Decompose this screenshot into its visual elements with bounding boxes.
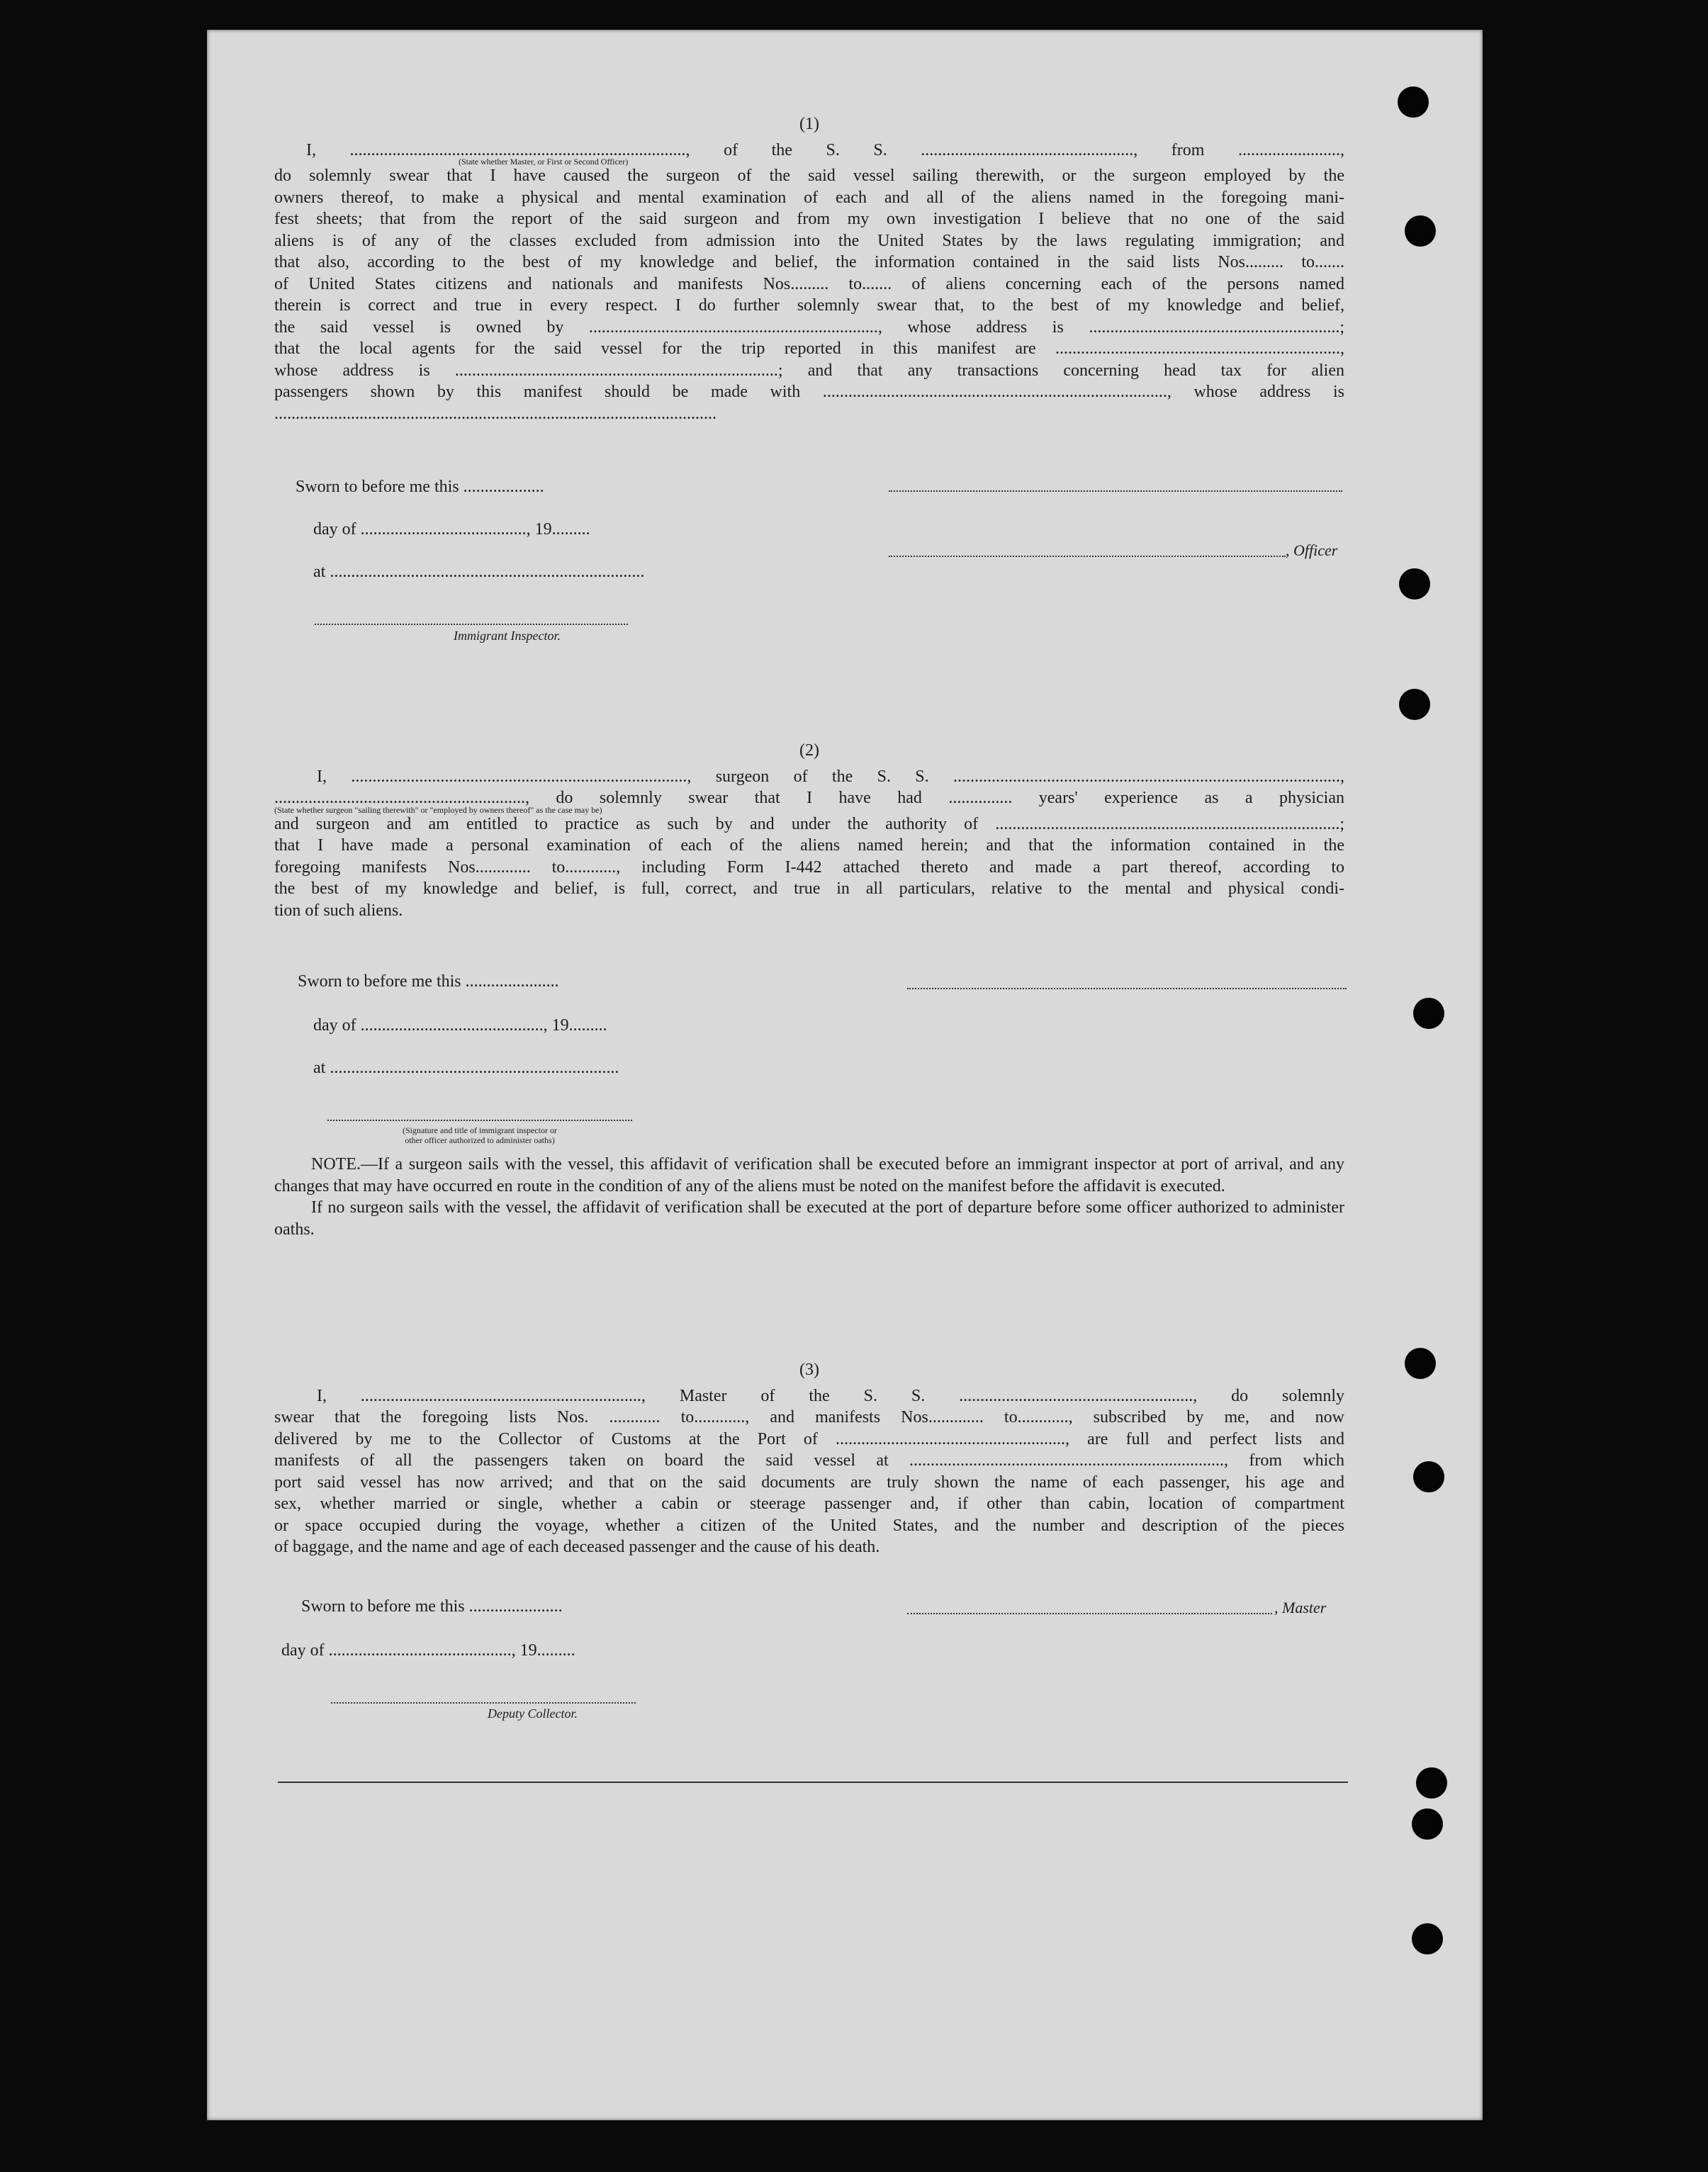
sworn-line: Sworn to before me this ......................: [301, 1597, 563, 1616]
official-signature-line: [327, 1120, 632, 1121]
officer-signature-line-2: [889, 556, 1286, 557]
signature-caption: (Signature and title of immigrant inspector or: [403, 1125, 557, 1135]
inspector-caption: Immigrant Inspector.: [454, 629, 561, 643]
section-number: (2): [799, 741, 819, 760]
oath-line: the best of my knowledge and belief, is full, correct, and true in all particulars, relative to the mental and physical condi-: [274, 879, 1344, 898]
oath-line: port said vessel has now arrived; and that on the said documents are truly shown the name of each passenger, his age and: [274, 1473, 1344, 1492]
oath-line: manifests of all the passengers taken on board the said vessel at .........................................................................., from which: [274, 1451, 1344, 1470]
oath-line: tion of such aliens.: [274, 901, 403, 920]
verification-note: [274, 1154, 1344, 1240]
punch-hole: [1399, 568, 1430, 600]
punch-hole: [1413, 998, 1444, 1029]
punch-hole: [1399, 689, 1430, 720]
master-signature-line: [907, 1613, 1272, 1614]
officer-signature-line-1: [889, 490, 1342, 492]
oath-line: therein is correct and true in every respect. I do further solemnly swear that, to the best of my knowledge and belief,: [274, 296, 1344, 315]
affidavit-section-1: [274, 113, 1344, 424]
oath-line: ........................................................................................................: [274, 404, 717, 423]
punch-hole: [1412, 1923, 1443, 1954]
field-hint: (State whether surgeon "sailing therewith" or "employed by owners thereof" as the case may be): [274, 804, 602, 815]
oath-first-line: I, ..............................................................................., surgeon of the S. S. ...........................................................................................,: [317, 767, 1344, 786]
oath-line: that the local agents for the said vessel for the trip reported in this manifest are ...................................................................,: [274, 339, 1344, 358]
collector-signature-line: [331, 1702, 636, 1704]
day-line: day of ..........................................., 19.........: [313, 1016, 607, 1035]
section-number: (1): [799, 115, 819, 133]
affidavit-section-3: [274, 1359, 1344, 1558]
at-line: at ....................................................................: [313, 1059, 619, 1077]
oath-line: that also, according to the best of my knowledge and belief, the information contained in the said lists Nos......... to.......: [274, 253, 1344, 271]
bottom-rule: [278, 1782, 1348, 1783]
sworn-line: Sworn to before me this ...................: [296, 478, 544, 496]
oath-first-line: I, .................................................................., Master of the S. S. ......................................................., do solemnly: [317, 1386, 1344, 1405]
master-caption: , Master: [1274, 1599, 1327, 1616]
day-line: day of ......................................., 19.........: [313, 520, 590, 539]
oath-line: foregoing manifests Nos............. to............, including Form I-442 attached thereto and made a part thereof, according to: [274, 857, 1344, 877]
punch-hole: [1398, 86, 1429, 118]
field-hint: (State whether Master, or First or Second Officer): [459, 157, 629, 167]
oath-line: of baggage, and the name and age of each deceased passenger and the cause of his death.: [274, 1538, 880, 1556]
oath-line: swear that the foregoing lists Nos. ............ to............, and manifests Nos............. to............, subscribed by me, and now: [274, 1408, 1344, 1427]
oath-line: the said vessel is owned by ...................................................................., whose address is ...........................................................;: [274, 317, 1344, 337]
oath-line: of United States citizens and nationals and manifests Nos......... to....... of aliens concerning each of the persons named: [274, 274, 1344, 293]
inspector-signature-line: [315, 624, 628, 625]
oath-line: do solemnly swear that I have caused the surgeon of the said vessel sailing therewith, or the surgeon employed by the: [274, 167, 1344, 185]
oath-line: whose address is ............................................................................; and that any transactions concerning head tax for alien: [274, 361, 1344, 380]
oath-line: passengers shown by this manifest should be made with ................................................................................., whose address is: [274, 383, 1344, 401]
affidavit-section-2: [274, 740, 1344, 921]
oath-line: aliens is of any of the classes excluded from admission into the United States by the laws regulating immigration; and: [274, 231, 1344, 250]
oath-line: fest sheets; that from the report of the said surgeon and from my own investigation I believe that no one of the said: [274, 210, 1344, 228]
signature-caption: other officer authorized to administer oaths): [405, 1135, 555, 1145]
sworn-line: Sworn to before me this ......................: [298, 972, 559, 991]
day-line: day of ..........................................., 19.........: [281, 1641, 575, 1660]
oath-line: and surgeon and am entitled to practice as such by and under the authority of .................................................................................;: [274, 814, 1344, 833]
surgeon-signature-line: [907, 988, 1347, 989]
oath-line: sex, whether married or single, whether a cabin or steerage passenger and, if other than cabin, location of compartment: [274, 1495, 1344, 1513]
punch-hole: [1405, 215, 1436, 247]
oath-line: that I have made a personal examination of each of the aliens named herein; and that the information contained in the: [274, 836, 1344, 855]
punch-hole: [1413, 1461, 1444, 1492]
note-paragraph: If no surgeon sails with the vessel, the affidavit of verification shall be executed at the port of departure before some officer authorized to administer oaths.: [274, 1198, 1344, 1239]
section-number: (3): [799, 1361, 819, 1379]
oath-line: delivered by me to the Collector of Customs at the Port of ......................................................, are full and perfect lists and: [274, 1429, 1344, 1448]
oath-line: owners thereof, to make a physical and mental examination of each and all of the aliens named in the foregoing mani-: [274, 188, 1344, 207]
collector-caption: Deputy Collector.: [488, 1706, 578, 1721]
oath-line: or space occupied during the voyage, whether a citizen of the United States, and the number and description of the pieces: [274, 1516, 1344, 1535]
punch-hole: [1405, 1348, 1436, 1379]
oath-first-line: I, ..............................................................................., of the S. S. .................................................., from ........................,: [306, 140, 1344, 159]
at-line: at ..........................................................................: [313, 563, 645, 581]
note-paragraph: NOTE.—If a surgeon sails with the vessel, this affidavit of verification shall be executed before an immigrant inspector at port of arrival, and any changes that may have occurred en route in the condition of any of the aliens must be noted on the manifest before the affidavit is executed.: [274, 1155, 1344, 1195]
punch-hole: [1416, 1767, 1447, 1799]
punch-hole: [1412, 1808, 1443, 1840]
officer-caption: , Officer: [1286, 541, 1338, 559]
oath-line: ..........................................................., do solemnly swear that I have had ............... years' experience as a physician: [274, 789, 1344, 807]
form-page: [207, 30, 1483, 2120]
